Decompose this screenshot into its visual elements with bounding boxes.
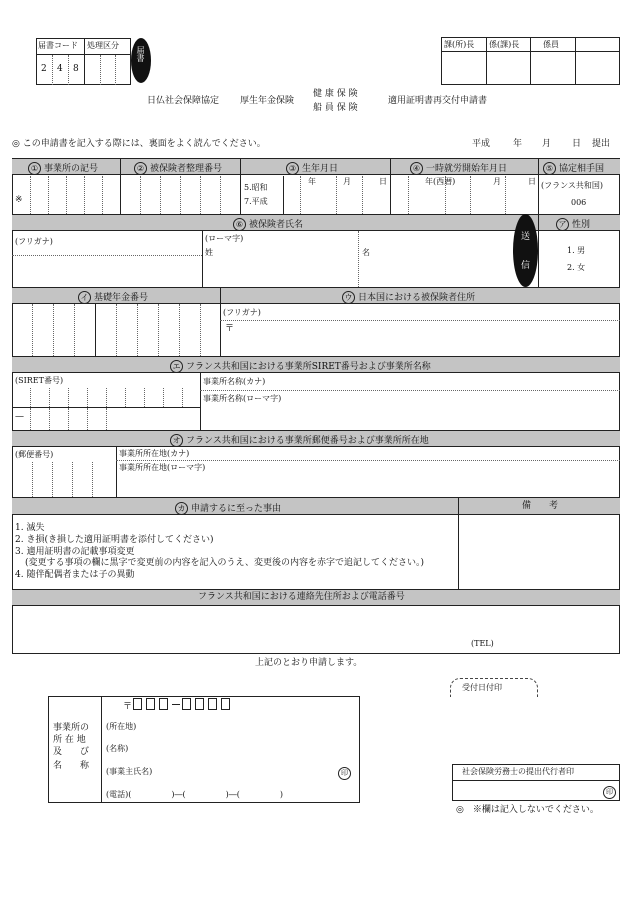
approval-kakaricho: 係(課)長 bbox=[489, 40, 520, 49]
employer-side-2: 所 在 地 bbox=[53, 735, 86, 745]
start-month: 月 bbox=[493, 177, 501, 186]
era-showa: 5.昭和 bbox=[244, 183, 268, 192]
header-jiyu: カ 申請するに至った事由 bbox=[175, 502, 281, 515]
name-furigana-label: (フリガナ) bbox=[15, 237, 53, 246]
employer-owner-label: (事業主氏名) bbox=[106, 767, 153, 776]
approval-kakariin: 係員 bbox=[543, 40, 559, 49]
employer-seal: 印 bbox=[338, 767, 351, 780]
todoke-label: 届書 bbox=[136, 46, 145, 62]
submit-action: 提出 bbox=[592, 139, 611, 149]
submit-era: 平成 bbox=[472, 139, 491, 149]
header-shuro-kaishi: ④ 一時就労開始年月日 bbox=[410, 162, 507, 175]
header-siret: エ フランス共和国における事業所SIRET番号および事業所名称 bbox=[170, 360, 431, 373]
code-digit-2: 4 bbox=[57, 64, 63, 74]
declaration: 上記のとおり申請します。 bbox=[255, 658, 363, 668]
instruction: ◎ この申請書を記入する際には、裏面をよく読んでください。 bbox=[12, 139, 266, 149]
location-roman-label: 事業所所在地(ローマ字) bbox=[119, 463, 206, 472]
country-code: 006 bbox=[571, 198, 587, 207]
approval-kacho: 課(所)長 bbox=[444, 40, 475, 49]
name-roman-label: (ローマ字) bbox=[205, 234, 244, 243]
reason-2: 2. き損(き損した適用証明書を添付してください) bbox=[15, 535, 214, 545]
footnote: ◎ ※欄は記入しないでください。 bbox=[456, 805, 599, 815]
birth-day: 日 bbox=[379, 177, 387, 186]
header-hihokensha-shimei: ⑥ 被保険者氏名 bbox=[233, 218, 303, 231]
start-year-western: 年(西暦) bbox=[425, 177, 456, 186]
gender-male: 1. 男 bbox=[567, 246, 586, 255]
birth-month: 月 bbox=[343, 177, 351, 186]
code-digit-3: 8 bbox=[73, 64, 79, 74]
start-day: 日 bbox=[528, 177, 536, 186]
title-seamen: 船 員 保 険 bbox=[313, 103, 358, 113]
postal-label: (郵便番号) bbox=[15, 450, 54, 459]
country-name: (フランス共和国) bbox=[541, 181, 604, 190]
title-agreement: 日仏社会保障協定 bbox=[147, 96, 220, 106]
title-form-name: 適用証明書再交付申請書 bbox=[388, 96, 488, 106]
reason-3-note: (変更する事項の欄に黒字で変更前の内容を記入のうえ、変更後の内容を赤字で追記してください。) bbox=[25, 558, 425, 568]
submit-day: 日 bbox=[572, 139, 582, 149]
employer-box bbox=[48, 696, 360, 803]
receipt-stamp-label: 受付日付印 bbox=[462, 683, 502, 692]
birth-year: 年 bbox=[308, 177, 316, 186]
submit-month: 月 bbox=[542, 139, 552, 149]
reason-3: 3. 適用証明書の記載事項変更 bbox=[15, 547, 135, 557]
siret-dash: — bbox=[15, 412, 24, 422]
shori-kubun-label: 処理区分 bbox=[87, 41, 119, 50]
location-kana-label: 事業所所在地(カナ) bbox=[119, 449, 190, 458]
note-mark: ※ bbox=[15, 195, 23, 205]
header-seinengappi: ③ 生年月日 bbox=[286, 162, 338, 175]
soshin-oval bbox=[513, 214, 538, 287]
business-name-kana-label: 事業所名称(カナ) bbox=[203, 377, 266, 386]
submit-year: 年 bbox=[513, 139, 523, 149]
employer-side-3: 及 び bbox=[53, 747, 90, 757]
siret-label: (SIRET番号) bbox=[15, 376, 64, 385]
header-postal-france: オ フランス共和国における事業所郵便番号および事業所所在地 bbox=[170, 434, 429, 447]
agent-label: 社会保険労務士の提出代行者印 bbox=[462, 767, 574, 776]
era-heisei: 7.平成 bbox=[244, 197, 268, 206]
surname-label: 姓 bbox=[205, 248, 213, 257]
code-digit-1: 2 bbox=[41, 64, 47, 74]
header-biko: 備 考 bbox=[522, 501, 559, 511]
gender-female: 2. 女 bbox=[567, 263, 586, 272]
title-pension: 厚生年金保険 bbox=[240, 96, 295, 106]
employer-side-1: 事業所の bbox=[53, 723, 90, 733]
reason-1: 1. 滅失 bbox=[15, 523, 45, 533]
given-name-label: 名 bbox=[362, 248, 370, 257]
title-health: 健 康 保 険 bbox=[313, 89, 358, 99]
employer-side-4: 名 称 bbox=[53, 761, 90, 771]
header-jigyosho-kigo: ① 事業所の記号 bbox=[28, 162, 98, 175]
contact-tel: (TEL) bbox=[471, 639, 494, 648]
soshin-label-2: 信 bbox=[521, 261, 531, 271]
reason-4: 4. 随伴配偶者または子の異動 bbox=[15, 570, 135, 580]
employer-location-label: (所在地) bbox=[106, 722, 137, 731]
address-furigana-label: (フリガナ) bbox=[223, 308, 261, 317]
soshin-label-1: 送 bbox=[521, 232, 531, 242]
business-name-roman-label: 事業所名称(ローマ字) bbox=[203, 394, 282, 403]
header-seiri-bango: ② 被保険者整理番号 bbox=[134, 162, 222, 175]
todokesho-code-label: 届書コード bbox=[38, 41, 78, 50]
employer-name-label: (名称) bbox=[106, 744, 129, 753]
header-contact: フランス共和国における連絡先住所および電話番号 bbox=[198, 592, 405, 602]
employer-postal-mark: 〒 bbox=[123, 702, 133, 712]
header-kyotei-aite: ⑤ 協定相手国 bbox=[543, 162, 604, 175]
address-postal-mark: 〒 bbox=[225, 324, 235, 334]
header-jusho-japan: ウ 日本国における被保険者住所 bbox=[342, 291, 475, 304]
header-seibetsu: ア 性別 bbox=[556, 218, 590, 231]
employer-phone: (電話)( )―( )―( ) bbox=[106, 790, 283, 799]
agent-seal: 印 bbox=[603, 786, 616, 799]
header-kiso-nenkin: イ 基礎年金番号 bbox=[78, 291, 148, 304]
